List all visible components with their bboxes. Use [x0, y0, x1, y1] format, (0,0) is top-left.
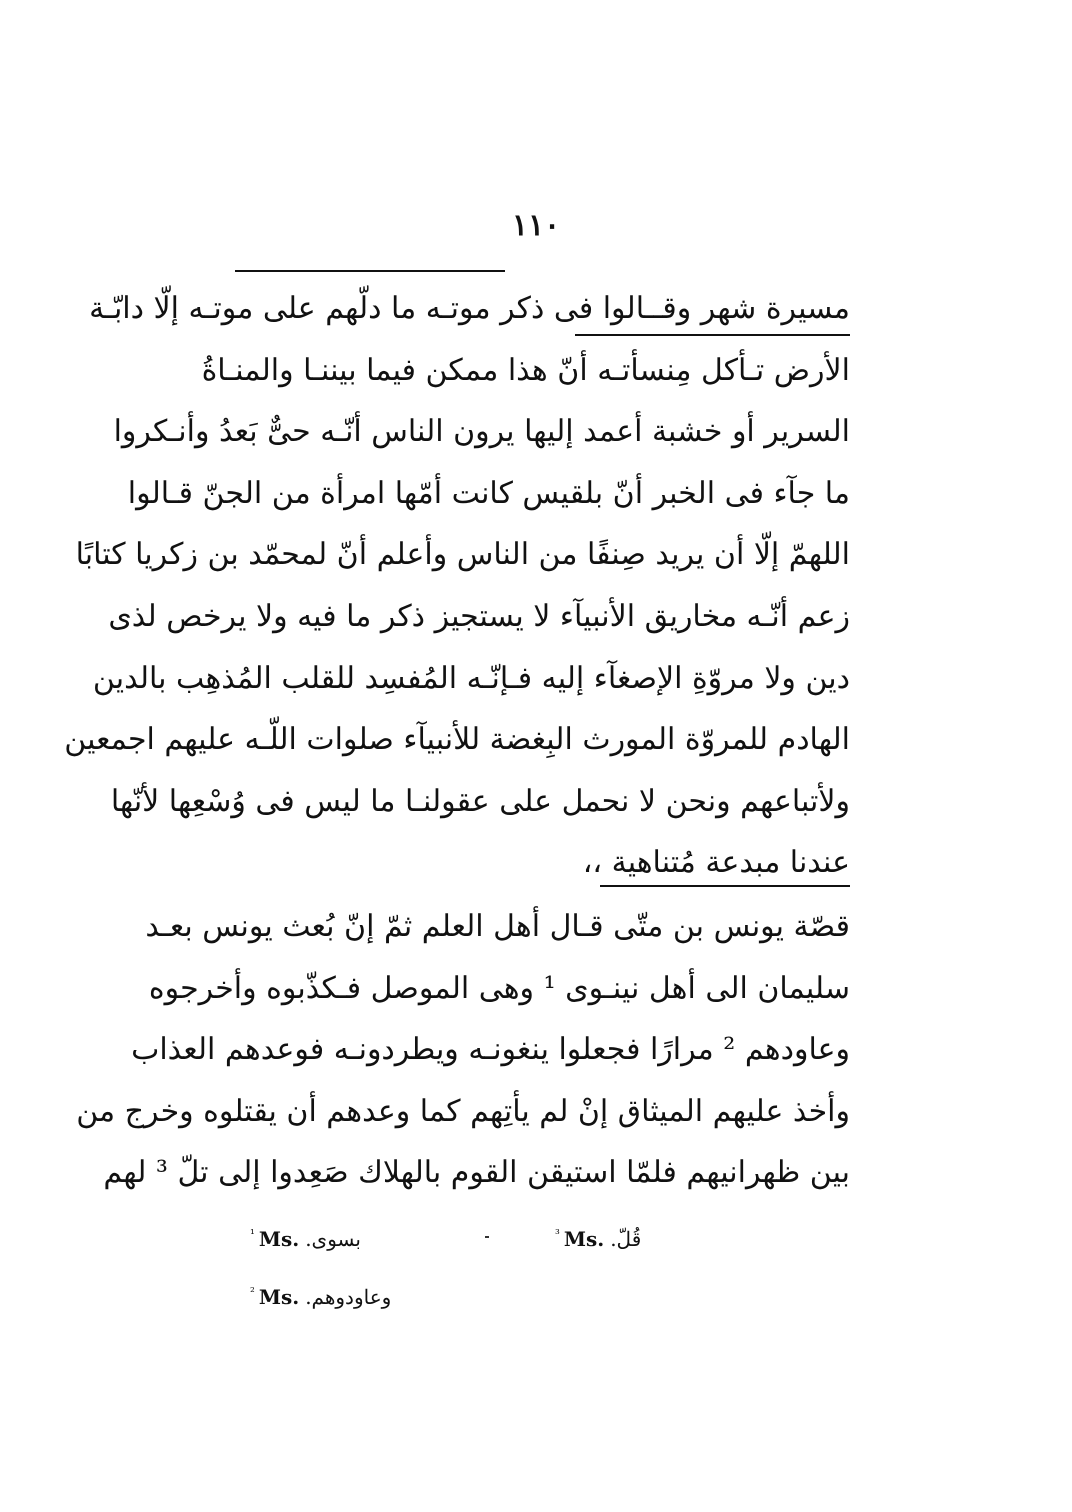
- top-rule: [235, 270, 505, 272]
- text-line: سليمان الى أهل نينـوى ¹ وهى الموصل فـكذّبوه وأخرجوه: [148, 970, 850, 1006]
- page-number: ١١٠: [511, 208, 561, 243]
- paragraph-2: [76, 896, 850, 1204]
- text-line: الهادم للمروّة المورث البِغضة للأنبيآء صلوات اللّـه عليهم اجمعين: [64, 722, 850, 758]
- underline-rule: [600, 885, 850, 887]
- footnote-text: وعاودوهم.: [305, 1285, 392, 1309]
- footnote-1: [250, 1227, 361, 1251]
- footnote-ms: Ms.: [258, 1227, 300, 1251]
- footnote-text: قُلّ.: [610, 1227, 642, 1251]
- text-line: السرير أو خشبة أعمد إليها يرون الناس أنّـه حىٌّ بَعدُ وأنـكروا: [113, 414, 850, 450]
- text-line: عندنا مبدعة مُتناهية ،،: [582, 845, 850, 881]
- stray-mark: [485, 1236, 489, 1238]
- footnote-ms: Ms.: [258, 1285, 300, 1309]
- text-line: ولأتباعهم ونحن لا نحمل على عقولنـا ما ليس فى وُسْعِها لأنّها: [110, 783, 850, 819]
- underline-rule: [575, 334, 850, 336]
- paragraph-1: [64, 278, 850, 894]
- text-line: وعاودهم ² مرارًا فجعلوا ينغونـه ويطردونـه فوعدهم العذاب: [131, 1032, 850, 1068]
- text-line: وأخذ عليهم الميثاق إنْ لم يأتِهم كما وعدهم أن يقتلوه وخرج من: [76, 1093, 850, 1129]
- text-line: بين ظهرانيهم فلمّا استيقن القوم بالهلاك صَعِدوا إلى تلّ ³ لهم: [103, 1155, 850, 1191]
- footnote-2: [250, 1285, 391, 1309]
- text-line: ما جآء فى الخبر أنّ بلقيس كانت أمّها امرأة من الجنّ قـالوا: [127, 475, 850, 511]
- text-line: الأرض تـأكل مِنسأتـه أنّ هذا ممكن فيما بيننـا والمنـاةُ: [201, 352, 850, 388]
- footnote-3: [555, 1227, 641, 1251]
- text-line: قصّة يونس بن متّى قـال أهل العلم ثمّ إنّ بُعث يونس بعـد: [145, 909, 850, 944]
- text-line: مسيرة شهر وقــالوا فى ذكر موتـه ما دلّهم على موتـه إلّا دابّـة: [89, 291, 850, 326]
- text-line: زعم أنّـه مخاريق الأنبيآء لا يستجيز ذكر ما فيه ولا يرخص لذى: [108, 598, 850, 634]
- footnote-number: ²: [250, 1285, 255, 1300]
- footnote-number: ¹: [250, 1227, 255, 1242]
- footnote-number: ³: [555, 1227, 560, 1242]
- text-line: دين ولا مروّةِ الإصغآء إليه فـإنّـه المُفسِد للقلب المُذهِب بالدين: [92, 660, 850, 696]
- text-line: اللهمّ إلّا أن يريد صِنفًا من الناس وأعلم أنّ لمحمّد بن زكريا كتابًا: [75, 537, 850, 573]
- footnote-ms: Ms.: [563, 1227, 605, 1251]
- footnote-text: بسوى.: [305, 1227, 361, 1251]
